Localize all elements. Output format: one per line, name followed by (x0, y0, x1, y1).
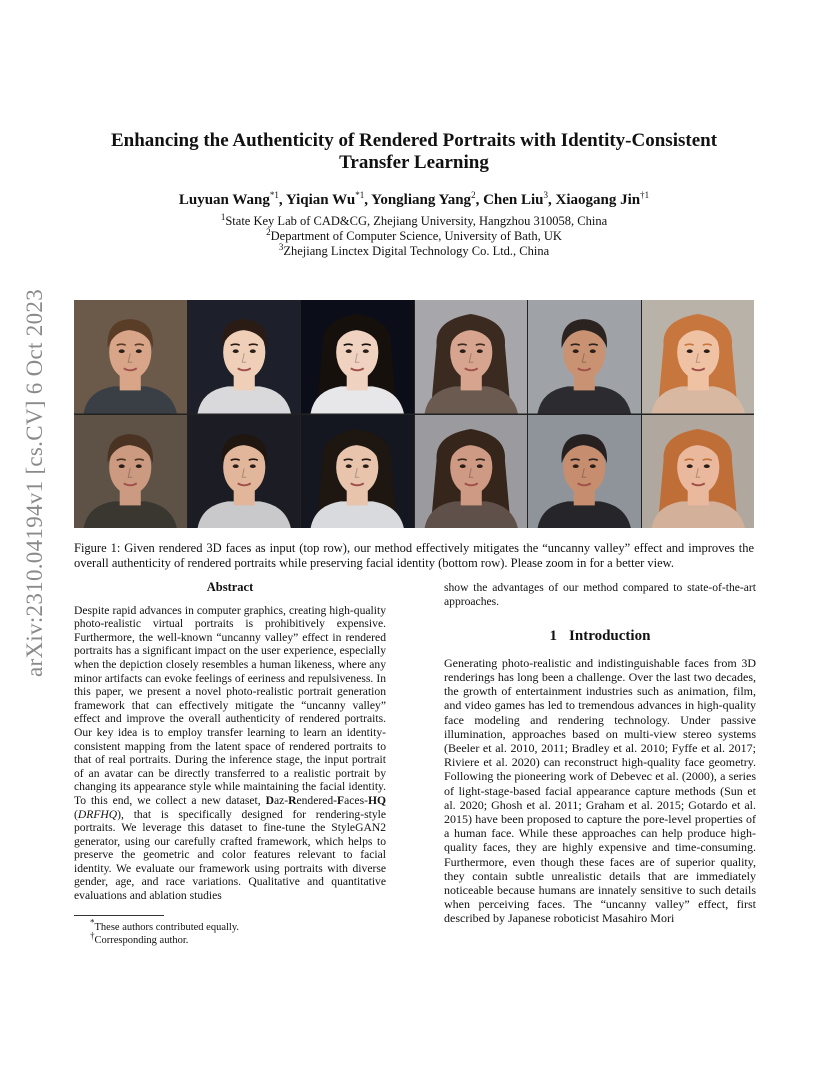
portrait-image (642, 300, 755, 414)
author-mark: 2 (471, 190, 476, 200)
affiliation-mark: 3 (278, 241, 284, 252)
abstract-continued-text: show the advantages of our method compared to state-of-the-art approaches. (444, 581, 756, 608)
abstract-section (74, 581, 386, 903)
abstract-heading: Abstract (206, 580, 254, 594)
author-name: Chen Liu (483, 192, 544, 208)
portrait-image (415, 415, 528, 529)
dataset-letter: R (288, 793, 297, 807)
section-title: Introduction (569, 628, 651, 645)
arxiv-identifier: arXiv:2310.04194v1 [cs.CV] 6 Oct 2023 (22, 289, 47, 677)
author-mark: *1 (269, 190, 279, 200)
portrait-image (74, 415, 187, 529)
title-line-1: Enhancing the Authenticity of Rendered Portraits with Identity-Consistent (110, 130, 718, 151)
right-column (444, 581, 756, 926)
portrait-image (188, 300, 301, 414)
footnote-mark: † (90, 930, 95, 941)
author-name: Yiqian Wu (285, 192, 356, 208)
author-name: Luyuan Wang (178, 192, 270, 208)
portrait-figure-grid (74, 300, 754, 528)
footnote-text: Corresponding author. (94, 934, 189, 946)
affiliation-list (74, 211, 754, 259)
affiliation (74, 226, 754, 244)
author-name: Xiaogang Jin (555, 192, 641, 208)
section-number: 1 (549, 628, 558, 645)
abstract-text-continued: ), that is specifically designed for rendering-style portraits. We leverage this dataset to fine-tune the StyleGAN2 generator, using our carefully crafted framework, which helps to preserve the geometric and color features relevant to facial identity. We evaluate our framework using portraits with diverse gender, age, and race variations. Qualitative and quantitative evaluations and ablation studies (74, 807, 386, 903)
dataset-abbreviation: DRFHQ (77, 807, 118, 821)
paper-title (74, 130, 754, 174)
dataset-letter: D (265, 793, 274, 807)
abstract-body (74, 604, 386, 903)
dataset-part: aces- (344, 793, 368, 807)
affiliation (74, 211, 754, 229)
portrait-image (301, 300, 414, 414)
affiliation-mark: 2 (266, 226, 271, 237)
introduction-body: Generating photo-realistic and indistinguishable faces from 3D renderings has long been a challenge. Over the last two decades, the growth of entertainment industries such as animation, film, and video games has led to tremendous advances in high-quality face modeling and rendering technology. Under passive illumination, approaches based on multi-view stereo systems (Beeler et al. 2010, 2011; Bradley et al. 2010; Fyffe et al. 2017; Riviere et al. 2020) can reconstruct high-quality face geometry. Following the pioneering work of Debevec et al. (2000), a series of light-stage-based facial appearance capture methods (Sun et al. 2020; Ghosh et al. 2011; Graham et al. 2015; Gotardo et al. 2015) have been proposed to capture the pore-level properties of a human face. While these approaches can help produce high-quality faces, they are highly expensive and time-consuming. Furthermore, even though these faces are of superior quality, they contain subtle unrealistic details that are immediately noticeable because humans are innately sensitive to such details when perceiving faces. The “uncanny valley” effect, first described by Japanese roboticist Masahiro Mori (444, 655, 756, 926)
portrait-image (74, 300, 187, 414)
left-column (74, 581, 386, 947)
affiliation-text: State Key Lab of CAD&CG, Zhejiang University, Hangzhou 310058, China (225, 214, 608, 228)
footnote-text: These authors contributed equally. (94, 921, 240, 933)
dataset-letter: F (337, 793, 345, 807)
affiliation-mark: 1 (220, 211, 226, 222)
portrait-image (301, 415, 414, 529)
affiliation-text: Department of Computer Science, University of Bath, UK (270, 229, 562, 243)
dataset-part: ( (74, 807, 78, 821)
author-mark: 3 (543, 190, 549, 200)
footnote-rule (74, 915, 164, 916)
portrait-image (528, 415, 641, 529)
author-mark: *1 (355, 190, 365, 200)
title-line-2: Transfer Learning (339, 152, 489, 173)
author-mark: †1 (640, 190, 650, 200)
portrait-image (415, 300, 528, 414)
dataset-part: az- (273, 793, 289, 807)
abstract-text: Despite rapid advances in computer graphics, creating high-quality photo-realistic virtual portraits is prohibitively expensive. Furthermore, the well-known “uncanny valley” effect in rendered portraits has a significant impact on the user experience, especially when the depiction closely resembles a human likeness, where any minor artifacts can evoke feelings of eeriness and repulsiveness. In this paper, we present a novel photo-realistic portrait generation framework that can effectively mitigate the “uncanny valley” effect and improve the overall authenticity of rendered portraits. Our key idea is to employ transfer learning to learn an identity-consistent mapping from the latent space of rendered portraits to that of real portraits. During the inference stage, the input portrait of an avatar can be directly transferred to a realistic portrait by changing its appearance style while maintaining the facial identity. To this end, we collect a new dataset, (74, 603, 386, 807)
footnote (74, 917, 386, 934)
portrait-image (642, 415, 755, 529)
dataset-letter: HQ (367, 793, 386, 807)
arxiv-sidebar (16, 289, 54, 677)
introduction-section (444, 656, 756, 926)
portrait-image (528, 300, 641, 414)
footnotes (74, 917, 386, 947)
author-name: Yongliang Yang (371, 192, 472, 208)
affiliation (74, 241, 754, 259)
introduction-heading (444, 630, 756, 644)
portrait-image (188, 415, 301, 529)
affiliation-text: Zhejiang Linctex Digital Technology Co. Ltd., China (283, 244, 550, 258)
abstract-continuation (444, 581, 756, 608)
figure-caption: Figure 1: Given rendered 3D faces as input (top row), our method effectively mitigates the “uncanny valley” effect and improves the overall authenticity of rendered portraits while preserving facial identity (bottom row). Please zoom in for a better view. (74, 541, 754, 570)
author-list: Luyuan Wang$^{*1}$, Yiqian Wu$^{*1}$, Yongliang Yang$^2$, Chen Liu$^3$, Xiaogang Jin$^{\dagger 1}$ (178, 190, 650, 208)
footnote (74, 930, 386, 947)
dataset-part: endered- (296, 793, 338, 807)
footnote-mark: * (90, 917, 95, 928)
